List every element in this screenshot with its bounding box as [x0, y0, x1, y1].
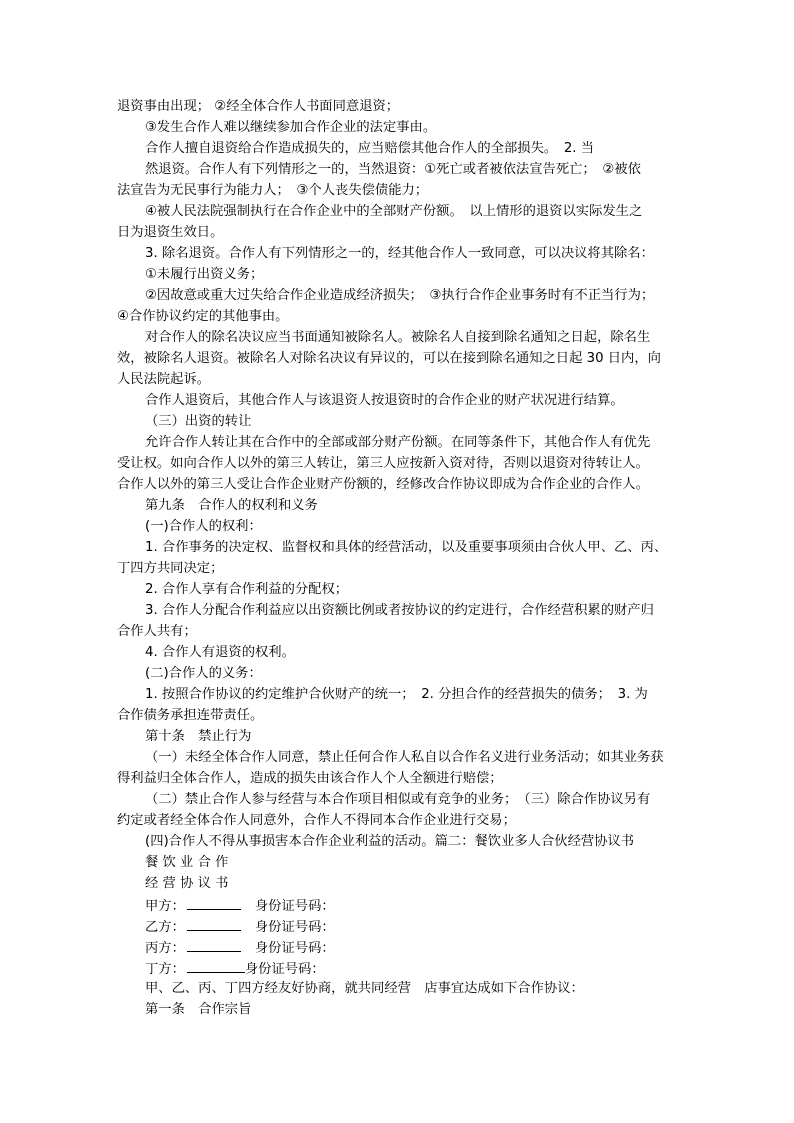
id-number-label: 身份证号码：: [254, 899, 335, 914]
text-line: ③发生合作人难以继续参加合作企业的法定事由。: [145, 120, 437, 135]
text-line: 甲、乙、丙、丁四方经友好协商，就共同经营 店事宜达成如下合作协议：: [145, 981, 584, 996]
document-title-line1: 餐 饮 业 合 作: [145, 855, 229, 870]
text-line: 合作人擅自退资给合作造成损失的，应当赔偿其他合作人的全部损失。 2. 当: [145, 141, 595, 156]
text-line: 3. 合作人分配合作利益应以出资额比例或者按协议的约定进行，合作经营积累的财产归: [145, 603, 654, 618]
blank-line: [187, 938, 241, 952]
text-line: 3. 除名退资。合作人有下列情形之一的，经其他合作人一致同意，可以决议将其除名：: [145, 246, 654, 261]
text-line: 1. 合作事务的决定权、监督权和具体的经营活动，以及重要事项须由合伙人甲、乙、丙、: [145, 540, 668, 555]
text-line: 然退资。合作人有下列情形之一的，当然退资：①死亡或者被依法宣告死亡； ②被依: [145, 162, 641, 177]
party-label: 乙方：: [145, 920, 185, 935]
text-line: 4. 合作人有退资的权利。: [145, 645, 295, 660]
text-line: 法宣告为无民事行为能力人； ③个人丧失偿债能力；: [117, 183, 429, 198]
section-heading: (二)合作人的义务：: [145, 666, 262, 681]
document-title-line2: 经 营 协 议 书: [145, 876, 229, 891]
text-line: 合作债务承担连带责任。: [117, 708, 264, 723]
text-line: 人民法院起诉。: [117, 372, 211, 387]
section-heading: (一)合作人的权利：: [145, 519, 262, 534]
party-row: [145, 896, 335, 916]
text-line: 退资事由出现； ②经全体合作人书面同意退资；: [117, 99, 400, 114]
party-label: 丙方：: [145, 941, 185, 956]
text-line: 合作人以外的第三人受让合作企业财产份额的，经修改合作协议即成为合作企业的合作人。: [117, 477, 649, 492]
text-line: (四)合作人不得从事损害本合作企业利益的活动。篇二：餐饮业多人合伙经营协议书: [145, 834, 635, 849]
section-heading: （三）出资的转让: [145, 414, 252, 429]
article-heading: 第一条 合作宗旨: [145, 1002, 252, 1017]
text-line: 约定或者经全体合作人同意外，合作人不得同本合作企业进行交易；: [117, 813, 516, 828]
text-line: ④合作协议约定的其他事由。: [117, 309, 289, 324]
text-line: （一）未经全体合作人同意，禁止任何合作人私自以合作名义进行业务活动；如其业务获: [145, 750, 664, 765]
party-label: 丁方：: [145, 962, 185, 977]
text-line: （二）禁止合作人参与经营与本合作项目相似或有竞争的业务； （三）除合作协议另有: [145, 792, 651, 807]
party-row: [145, 917, 335, 937]
party-row: [145, 938, 335, 958]
text-line: ②因故意或重大过失给合作企业造成经济损失； ③执行合作企业事务时有不正当行为；: [145, 288, 655, 303]
article-heading: 第九条 合作人的权利和义务: [145, 498, 318, 513]
blank-line: [187, 917, 241, 931]
blank-line: [187, 896, 241, 910]
text-line: 2. 合作人享有合作利益的分配权；: [145, 582, 349, 597]
text-line: ④被人民法院强制执行在合作企业中的全部财产份额。 以上情形的退资以实际发生之: [145, 204, 643, 219]
text-line: 允许合作人转让其在合作中的全部或部分财产份额。在同等条件下，其他合作人有优先: [145, 435, 651, 450]
id-number-label: 身份证号码：: [254, 920, 335, 935]
party-row: [145, 959, 325, 979]
text-line: 1. 按照合作协议的约定维护合伙财产的统一； 2. 分担合作的经营损失的债务； 3. 为: [145, 687, 648, 702]
text-line: 日为退资生效日。: [117, 225, 224, 240]
text-line: ①未履行出资义务；: [145, 267, 264, 282]
text-line: 效，被除名人退资。被除名人对除名决议有异议的，可以在接到除名通知之日起 30 日内，向: [117, 351, 661, 366]
article-heading: 第十条 禁止行为: [145, 729, 252, 744]
id-number-label: 身份证号码：: [244, 962, 325, 977]
text-line: 受让权。如向合作人以外的第三人转让，第三人应按新入资对待，否则以退资对待转让人。: [117, 456, 649, 471]
blank-line: [187, 959, 245, 973]
text-line: 得利益归全体合作人，造成的损失由该合作人个人全额进行赔偿；: [117, 771, 503, 786]
party-label: 甲方：: [145, 899, 185, 914]
text-line: 合作人共有；: [117, 624, 197, 639]
text-line: 合作人退资后，其他合作人与该退资人按退资时的合作企业的财产状况进行结算。: [145, 393, 624, 408]
text-line: 丁四方共同决定；: [117, 561, 224, 576]
text-line: 对合作人的除名决议应当书面通知被除名人。被除名人自接到除名通知之日起，除名生: [145, 330, 651, 345]
id-number-label: 身份证号码：: [254, 941, 335, 956]
